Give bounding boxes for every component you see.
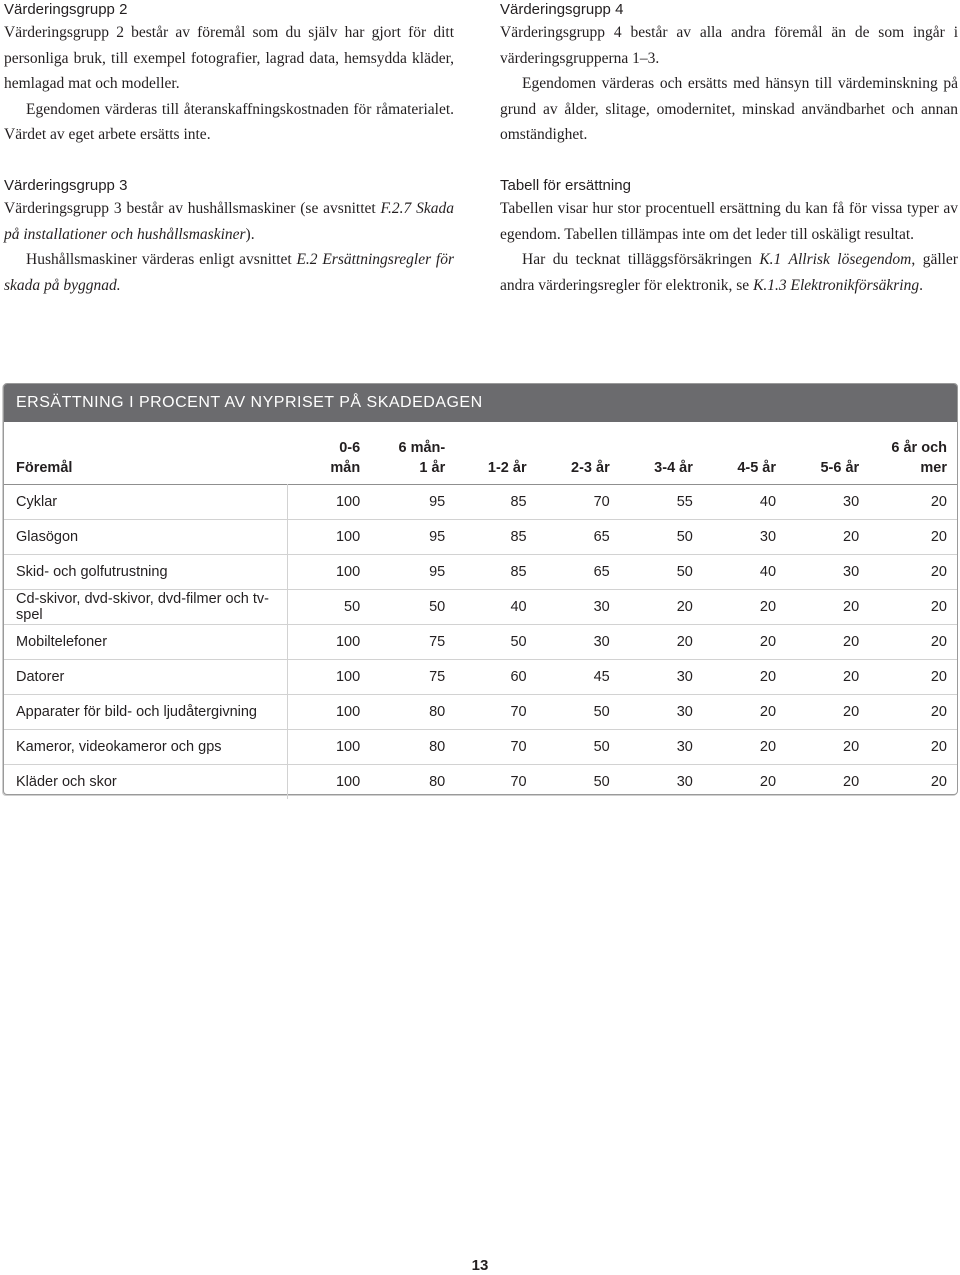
value-cell: 70	[537, 485, 620, 520]
value-cell: 20	[786, 730, 869, 765]
value-cell: 100	[287, 730, 370, 765]
text: ).	[245, 225, 255, 243]
value-cell: 45	[537, 660, 620, 695]
value-cell: 50	[537, 730, 620, 765]
table-row	[4, 695, 957, 730]
value-cell: 20	[620, 590, 703, 625]
column-header-line-2: 1 år	[419, 460, 446, 476]
text: Värderingsgrupp 3 består av hushållsmaskiner (se avsnittet	[4, 200, 381, 217]
table-header-row	[4, 438, 957, 485]
column-header	[786, 438, 869, 485]
value-cell: 20	[786, 695, 869, 730]
value-cell: 30	[620, 660, 703, 695]
table-row	[4, 590, 957, 625]
rates-table	[4, 438, 957, 799]
table-title: ERSÄTTNING I PROCENT AV NYPRISET PÅ SKADEDAGEN	[16, 394, 483, 411]
value-cell: 85	[455, 555, 536, 590]
value-cell: 40	[455, 590, 536, 625]
column-header-line-2: 4-5 år	[737, 460, 777, 476]
table-row	[4, 485, 957, 520]
paragraph	[4, 247, 454, 298]
value-cell: 95	[370, 520, 455, 555]
column-header-line-1	[620, 438, 693, 458]
item-cell: Datorer	[4, 660, 287, 695]
value-cell: 100	[287, 695, 370, 730]
section-heading: Värderingsgrupp 2	[4, 1, 128, 18]
table-row	[4, 520, 957, 555]
compensation-table	[3, 383, 958, 795]
value-cell: 75	[370, 660, 455, 695]
value-cell: 50	[620, 555, 703, 590]
value-cell: 95	[370, 485, 455, 520]
item-cell: Kläder och skor	[4, 765, 287, 800]
table-row	[4, 765, 957, 800]
page-number: 13	[471, 1257, 489, 1274]
item-cell: Cd-skivor, dvd-skivor, dvd-filmer och tv-spel	[4, 590, 287, 625]
column-header-line-2: 2-3 år	[571, 460, 610, 476]
value-cell: 20	[869, 765, 957, 800]
value-cell: 20	[869, 660, 957, 695]
value-cell: 20	[703, 695, 786, 730]
column-header-line-1	[786, 438, 859, 458]
column-header	[287, 438, 370, 485]
item-cell: Kameror, videokameror och gps	[4, 730, 287, 765]
table-row	[4, 660, 957, 695]
value-cell: 30	[786, 555, 869, 590]
column-header-line-2: 5-6 år	[820, 460, 860, 476]
section-reference: K.1.3 Elektronikförsäkring	[753, 276, 920, 294]
value-cell: 30	[786, 485, 869, 520]
value-cell: 30	[703, 520, 786, 555]
table-body	[4, 485, 957, 800]
value-cell: 100	[287, 520, 370, 555]
section-vardering-2	[4, 0, 454, 148]
value-cell: 75	[370, 625, 455, 660]
column-header-line-2: 1-2 år	[487, 460, 527, 476]
value-cell: 40	[703, 485, 786, 520]
value-cell: 20	[786, 590, 869, 625]
paragraph: Värderingsgrupp 2 består av föremål som du själv har gjort för ditt personliga bruk, till exempel fotografier, lagrad data, hemsydda kläder, hemlagad mat och modeller.	[4, 24, 454, 92]
column-header	[537, 438, 620, 485]
value-cell: 20	[703, 660, 786, 695]
column-header-line-1: 0-6	[339, 440, 361, 456]
value-cell: 80	[370, 765, 455, 800]
column-header-line-1	[455, 438, 526, 458]
value-cell: 20	[620, 625, 703, 660]
text: Har du tecknat tilläggsförsäkringen	[522, 251, 760, 268]
value-cell: 20	[869, 590, 957, 625]
text: Hushållsmaskiner värderas enligt avsnittet	[26, 251, 297, 268]
value-cell: 20	[703, 765, 786, 800]
value-cell: 30	[620, 765, 703, 800]
value-cell: 100	[287, 485, 370, 520]
section-vardering-4	[500, 0, 958, 148]
value-cell: 60	[455, 660, 536, 695]
section-reference: K.1 Allrisk lösegendom	[759, 251, 912, 268]
item-cell: Skid- och golfutrustning	[4, 555, 287, 590]
text: , gäller andra värderingsregler för elektronik, se	[500, 251, 958, 294]
value-cell: 50	[537, 695, 620, 730]
value-cell: 70	[455, 765, 536, 800]
value-cell: 30	[620, 730, 703, 765]
value-cell: 100	[287, 555, 370, 590]
paragraph: Egendomen värderas och ersätts med hänsyn till värdeminskning på grund av ålder, slitage, omodernitet, minskad användbarhet och annan omständighet.	[500, 75, 958, 143]
section-reference: F.2.7 Skada på installationer och hushållsmaskiner	[4, 200, 454, 243]
section-heading: Tabell för ersättning	[500, 177, 631, 194]
value-cell: 65	[537, 520, 620, 555]
paragraph: Egendomen värderas till återanskaffningskostnaden för råmaterialet. Värdet av eget arbete ersätts inte.	[4, 100, 454, 143]
value-cell: 30	[537, 625, 620, 660]
value-cell: 20	[869, 695, 957, 730]
value-cell: 85	[455, 485, 536, 520]
item-cell: Glasögon	[4, 520, 287, 555]
column-header	[620, 438, 703, 485]
section-reference: E.2 Ersättningsregler för skada på byggnad.	[4, 251, 454, 294]
value-cell: 20	[703, 730, 786, 765]
value-cell: 20	[786, 625, 869, 660]
table-row	[4, 555, 957, 590]
paragraph: Tabellen visar hur stor procentuell ersättning du kan få för vissa typer av egendom. Tabellen tillämpas inte om det leder till oskäligt resultat.	[500, 200, 958, 243]
item-column-header: Föremål	[16, 460, 73, 476]
text: .	[919, 276, 923, 294]
table-row	[4, 625, 957, 660]
paragraph	[500, 247, 958, 298]
column-header-line-1	[703, 438, 776, 458]
value-cell: 30	[537, 590, 620, 625]
column-header-line-1: 6 mån-	[398, 440, 446, 456]
value-cell: 100	[287, 625, 370, 660]
paragraph	[4, 196, 454, 247]
value-cell: 70	[455, 730, 536, 765]
value-cell: 20	[786, 765, 869, 800]
column-header-line-2: mån	[330, 460, 361, 476]
value-cell: 100	[287, 765, 370, 800]
item-cell: Mobiltelefoner	[4, 625, 287, 660]
value-cell: 20	[786, 520, 869, 555]
value-cell: 80	[370, 695, 455, 730]
column-header-line-2: mer	[920, 460, 947, 476]
value-cell: 85	[455, 520, 536, 555]
value-cell: 20	[869, 730, 957, 765]
item-cell: Apparater för bild- och ljudåtergivning	[4, 695, 287, 730]
value-cell: 55	[620, 485, 703, 520]
column-header	[869, 438, 957, 485]
column-header	[370, 438, 455, 485]
column-header	[455, 438, 536, 485]
value-cell: 100	[287, 660, 370, 695]
value-cell: 70	[455, 695, 536, 730]
column-header	[703, 438, 786, 485]
section-vardering-3	[4, 176, 454, 298]
column-header-line-2: 3-4 år	[654, 460, 693, 476]
section-heading: Värderingsgrupp 3	[4, 177, 128, 194]
value-cell: 40	[703, 555, 786, 590]
value-cell: 20	[869, 625, 957, 660]
value-cell: 50	[455, 625, 536, 660]
value-cell: 50	[287, 590, 370, 625]
value-cell: 95	[370, 555, 455, 590]
column-header-line-1: 6 år och	[891, 440, 947, 456]
value-cell: 50	[370, 590, 455, 625]
value-cell: 50	[537, 765, 620, 800]
value-cell: 20	[869, 555, 957, 590]
paragraph: Värderingsgrupp 4 består av alla andra föremål än de som ingår i värderingsgrupperna 1–3.	[500, 24, 958, 67]
value-cell: 30	[620, 695, 703, 730]
item-cell: Cyklar	[4, 485, 287, 520]
column-header-line-1	[537, 438, 610, 458]
section-heading: Värderingsgrupp 4	[500, 1, 624, 18]
section-tabell	[500, 176, 958, 298]
value-cell: 20	[703, 625, 786, 660]
value-cell: 20	[869, 520, 957, 555]
table-title-bar	[4, 384, 957, 422]
value-cell: 20	[869, 485, 957, 520]
value-cell: 20	[786, 660, 869, 695]
value-cell: 50	[620, 520, 703, 555]
value-cell: 65	[537, 555, 620, 590]
table-row	[4, 730, 957, 765]
value-cell: 20	[703, 590, 786, 625]
value-cell: 80	[370, 730, 455, 765]
